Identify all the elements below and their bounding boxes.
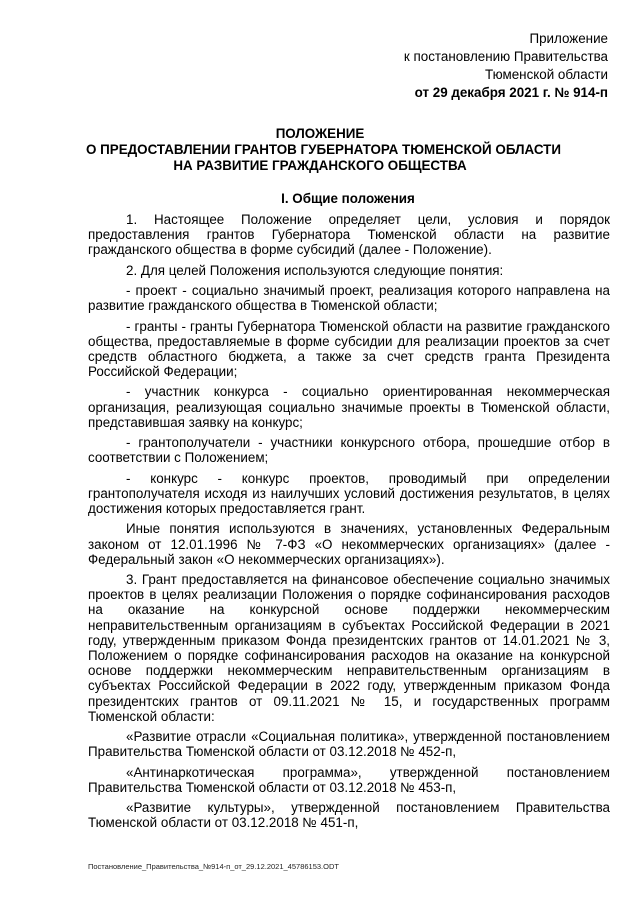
program-social-policy: «Развитие отрасли «Социальная политика», утвержденной постановлением Правительства Тюменской области от 03.12.2018 № 452-п,: [88, 729, 610, 760]
annex-region: Тюменской области: [485, 67, 608, 82]
document-body: [88, 212, 610, 836]
program-culture: «Развитие культуры», утвержденной постановлением Правительства Тюменской области от 03.12.2018 № 451-п,: [88, 800, 610, 831]
program-antidrug: «Антинаркотическая программа», утвержденной постановлением Правительства Тюменской области от 03.12.2018 № 453-п,: [88, 764, 610, 795]
title-line-3: НА РАЗВИТИЕ ГРАЖДАНСКОГО ОБЩЕСТВА: [173, 158, 467, 173]
section-heading: I. Общие положения: [281, 191, 415, 206]
definition-participant: - участник конкурса - социально ориентированная некоммерческая организация, реализующая социально значимые проекты в Тюменской области, представившая заявку на конкурс;: [88, 384, 610, 430]
definition-grants: - гранты - гранты Губернатора Тюменской области на развитие гражданского общества, предоставляемые в форме субсидии для реализации проектов за счет средств областного бюджета, а также за счет средств гранта Президента Российской Федерации;: [88, 318, 610, 380]
title-line-1: ПОЛОЖЕНИЕ: [275, 126, 365, 141]
definition-project: - проект - социально значимый проект, реализация которого направлена на развитие гражданского общества в Тюменской области;: [88, 283, 610, 314]
annex-date-number: от 29 декабря 2021 г. № 914-п: [414, 85, 608, 100]
definition-contest: - конкурс - конкурс проектов, проводимый при определении грантополучателя исходя из наилучших условий достижения результатов, в целях достижения которых предоставляется грант.: [88, 470, 610, 517]
annex-label: Приложение: [529, 31, 608, 46]
annex-block: [404, 30, 608, 102]
paragraph-3: 3. Грант предоставляется на финансовое обеспечение социально значимых проектов в целях реализации Положения о порядке софинансирования расходов на оказание на конкурсной основе поддержки некоммерческим неправительственным организациям в субъектах Российской Федерации в 2021 году, утвержденным приказом Фонда президентских грантов от 14.01.2021 № 3, Положением о порядке софинансирования расходов на оказание на конкурсной основе поддержки некоммерческим неправительственным организациям в субъектах Российской Федерации в 2022 году, утвержденным приказом Фонда президентских грантов от 09.11.2021 № 15, и государственных программ Тюменской области:: [88, 572, 610, 724]
paragraph-other-terms: Иные понятия используются в значениях, установленных Федеральным законом от 12.01.1996 № 7-ФЗ «О некоммерческих организациях» (далее - Федеральный закон «О некоммерческих организациях»).: [88, 521, 610, 567]
paragraph-2: 2. Для целей Положения используются следующие понятия:: [126, 262, 504, 278]
paragraph-1: 1. Настоящее Положение определяет цели, условия и порядок предоставления грантов Губернатора Тюменской области на развитие гражданского общества в форме субсидий (далее - Положение).: [88, 212, 610, 258]
document-title: [86, 126, 561, 174]
title-line-2: О ПРЕДОСТАВЛЕНИИ ГРАНТОВ ГУБЕРНАТОРА ТЮМЕНСКОЙ ОБЛАСТИ: [86, 142, 561, 157]
annex-resolution-ref: к постановлению Правительства: [403, 49, 608, 64]
file-footer: Постановление_Правительства_№914-п_от_29.12.2021_45786153.ODT: [88, 862, 339, 871]
definition-grantee: - грантополучатели - участники конкурсного отбора, прошедшие отбор в соответствии с Положением;: [88, 435, 610, 466]
